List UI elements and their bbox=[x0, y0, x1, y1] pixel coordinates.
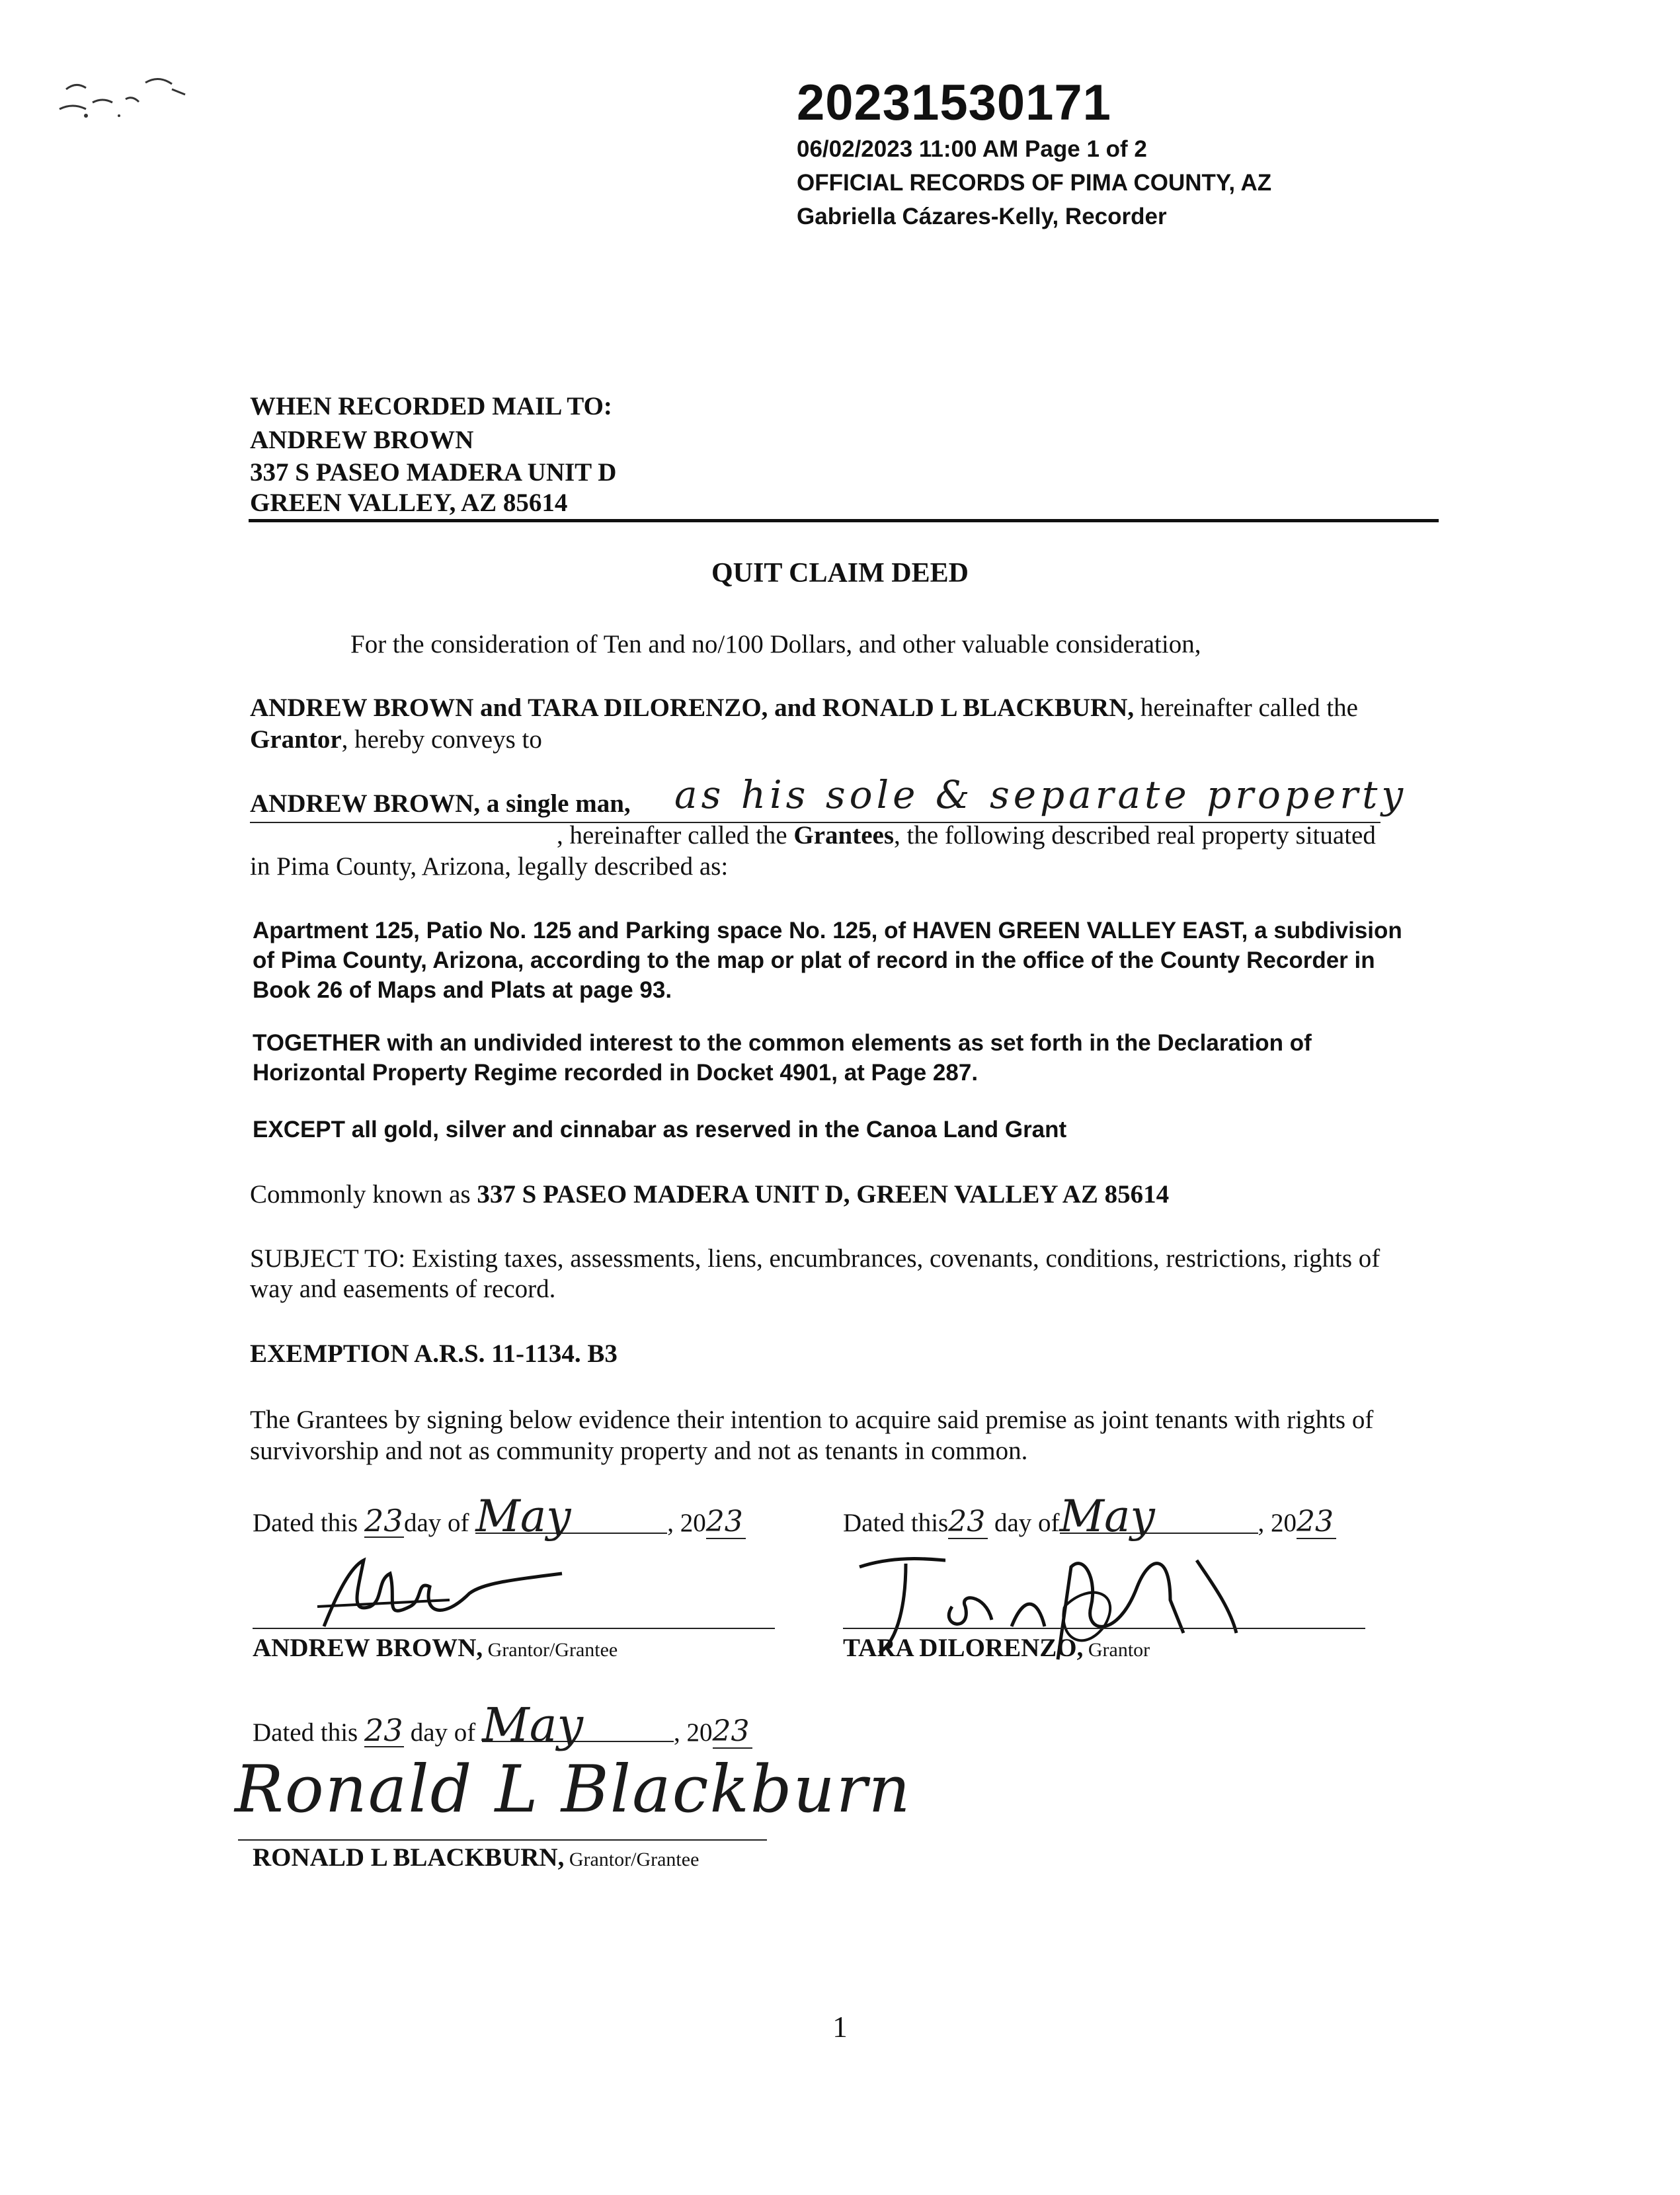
scan-mark bbox=[46, 63, 205, 142]
commonly-known-prefix: Commonly known as bbox=[250, 1180, 477, 1209]
signer-2 bbox=[843, 1633, 1150, 1663]
dated-year: 23 bbox=[1297, 1506, 1336, 1539]
consideration-text: For the consideration of Ten and no/100 Dollars, and other valuable consideration, bbox=[350, 630, 1201, 658]
signer-role: Grantor/Grantee bbox=[483, 1639, 618, 1661]
subject-to-line-1: SUBJECT TO: Existing taxes, assessments, liens, encumbrances, covenants, conditions, restrictions, rights of bbox=[250, 1244, 1380, 1273]
dated-year: 23 bbox=[706, 1506, 746, 1539]
grantees-statement-1: The Grantees by signing below evidence their intention to acquire said premise as joint tenants with rights of bbox=[250, 1406, 1374, 1434]
dated-month: May bbox=[1060, 1501, 1258, 1534]
grantee-name: ANDREW BROWN, a single man, bbox=[250, 789, 631, 818]
header-rule bbox=[249, 519, 1439, 522]
subject-to-line-2: way and easements of record. bbox=[250, 1275, 556, 1303]
dated-month: May bbox=[475, 1501, 667, 1534]
grantor-line-2 bbox=[250, 724, 542, 756]
legal-line-1: Apartment 125, Patio No. 125 and Parking space No. 125, of HAVEN GREEN VALLEY EAST, a subdivision bbox=[253, 918, 1402, 943]
signer-name: RONALD L BLACKBURN, bbox=[253, 1843, 565, 1872]
signer-role: Grantor bbox=[1083, 1639, 1150, 1661]
signature-andrew-brown bbox=[311, 1554, 575, 1633]
grantee-handwritten: as his sole & separate property bbox=[674, 772, 1408, 817]
dated-line-3 bbox=[253, 1698, 752, 1752]
grantee-line-3: in Pima County, Arizona, legally described as: bbox=[250, 852, 729, 881]
commonly-known-line bbox=[250, 1179, 1169, 1211]
dated-prefix: Dated this bbox=[843, 1509, 949, 1537]
dated-prefix: Dated this bbox=[253, 1509, 364, 1537]
document-title: QUIT CLAIM DEED bbox=[711, 558, 969, 588]
signature-line-2 bbox=[843, 1628, 1365, 1629]
mail-to-street: 337 S PASEO MADERA UNIT D bbox=[250, 458, 617, 487]
grantor-rest: hereinafter called the bbox=[1134, 694, 1358, 722]
year-prefix: , 20 bbox=[667, 1509, 706, 1537]
grantor-names: ANDREW BROWN and TARA DILORENZO, and RONALD L BLACKBURN, bbox=[250, 694, 1135, 722]
day-of-label: day of bbox=[988, 1509, 1060, 1537]
signer-3 bbox=[253, 1843, 699, 1872]
grantor-conveys: , hereby conveys to bbox=[341, 725, 542, 754]
legal-line-3: Book 26 of Maps and Plats at page 93. bbox=[253, 977, 672, 1003]
grantor-word: Grantor bbox=[250, 725, 342, 754]
recording-date: 06/02/2023 11:00 AM Page 1 of 2 bbox=[797, 136, 1147, 162]
grantees-statement-2: survivorship and not as community property and not as tenants in common. bbox=[250, 1437, 1028, 1465]
page-number: 1 bbox=[832, 2011, 848, 2044]
signature-line-3 bbox=[238, 1839, 767, 1841]
together-line-2: Horizontal Property Regime recorded in Docket 4901, at Page 287. bbox=[253, 1060, 979, 1086]
commonly-known-address: 337 S PASEO MADERA UNIT D, GREEN VALLEY AZ 85614 bbox=[477, 1180, 1170, 1209]
day-of-label: day of bbox=[403, 1509, 469, 1537]
signer-name: TARA DILORENZO, bbox=[843, 1634, 1084, 1662]
exemption-line: EXEMPTION A.R.S. 11-1134. B3 bbox=[250, 1339, 618, 1368]
signature-line-1 bbox=[253, 1628, 775, 1629]
except-line: EXCEPT all gold, silver and cinnabar as reserved in the Canoa Land Grant bbox=[253, 1117, 1067, 1142]
dated-day: 23 bbox=[364, 1503, 403, 1538]
mail-to-name: ANDREW BROWN bbox=[250, 426, 474, 454]
year-prefix: , 20 bbox=[1258, 1509, 1297, 1537]
mail-to-city: GREEN VALLEY, AZ 85614 bbox=[250, 489, 568, 517]
grantor-line bbox=[250, 692, 1358, 724]
together-line-1: TOGETHER with an undivided interest to the common elements as set forth in the Declaration of bbox=[253, 1030, 1312, 1056]
dated-line-1 bbox=[253, 1491, 746, 1542]
dated-day: 23 bbox=[948, 1506, 988, 1539]
dated-year: 23 bbox=[713, 1716, 752, 1749]
mail-to-heading: WHEN RECORDED MAIL TO: bbox=[250, 392, 612, 420]
year-prefix: , 20 bbox=[674, 1718, 713, 1747]
grantee-line bbox=[250, 788, 631, 820]
dated-month: May bbox=[482, 1709, 674, 1742]
signer-name: ANDREW BROWN, bbox=[253, 1634, 483, 1662]
legal-line-2: of Pima County, Arizona, according to the map or plat of record in the office of the County Recorder in bbox=[253, 947, 1375, 973]
grantee-word: Grantees bbox=[793, 821, 894, 850]
grantee-continued: , hereinafter called the bbox=[557, 821, 794, 850]
recording-office: OFFICIAL RECORDS OF PIMA COUNTY, AZ bbox=[797, 170, 1272, 196]
signer-role: Grantor/Grantee bbox=[564, 1849, 700, 1870]
grantee-line-2 bbox=[557, 820, 1376, 852]
grantee-continued-2: , the following described real property situated bbox=[894, 821, 1376, 850]
signature-ronald-blackburn: Ronald L Blackburn bbox=[235, 1752, 912, 1827]
day-of-label: day of bbox=[403, 1718, 476, 1747]
dated-prefix: Dated this bbox=[253, 1718, 364, 1747]
recording-recorder: Gabriella Cázares-Kelly, Recorder bbox=[797, 204, 1167, 229]
dated-day: 23 bbox=[364, 1712, 403, 1748]
recording-number: 20231530171 bbox=[797, 75, 1111, 131]
signer-1 bbox=[253, 1633, 618, 1663]
